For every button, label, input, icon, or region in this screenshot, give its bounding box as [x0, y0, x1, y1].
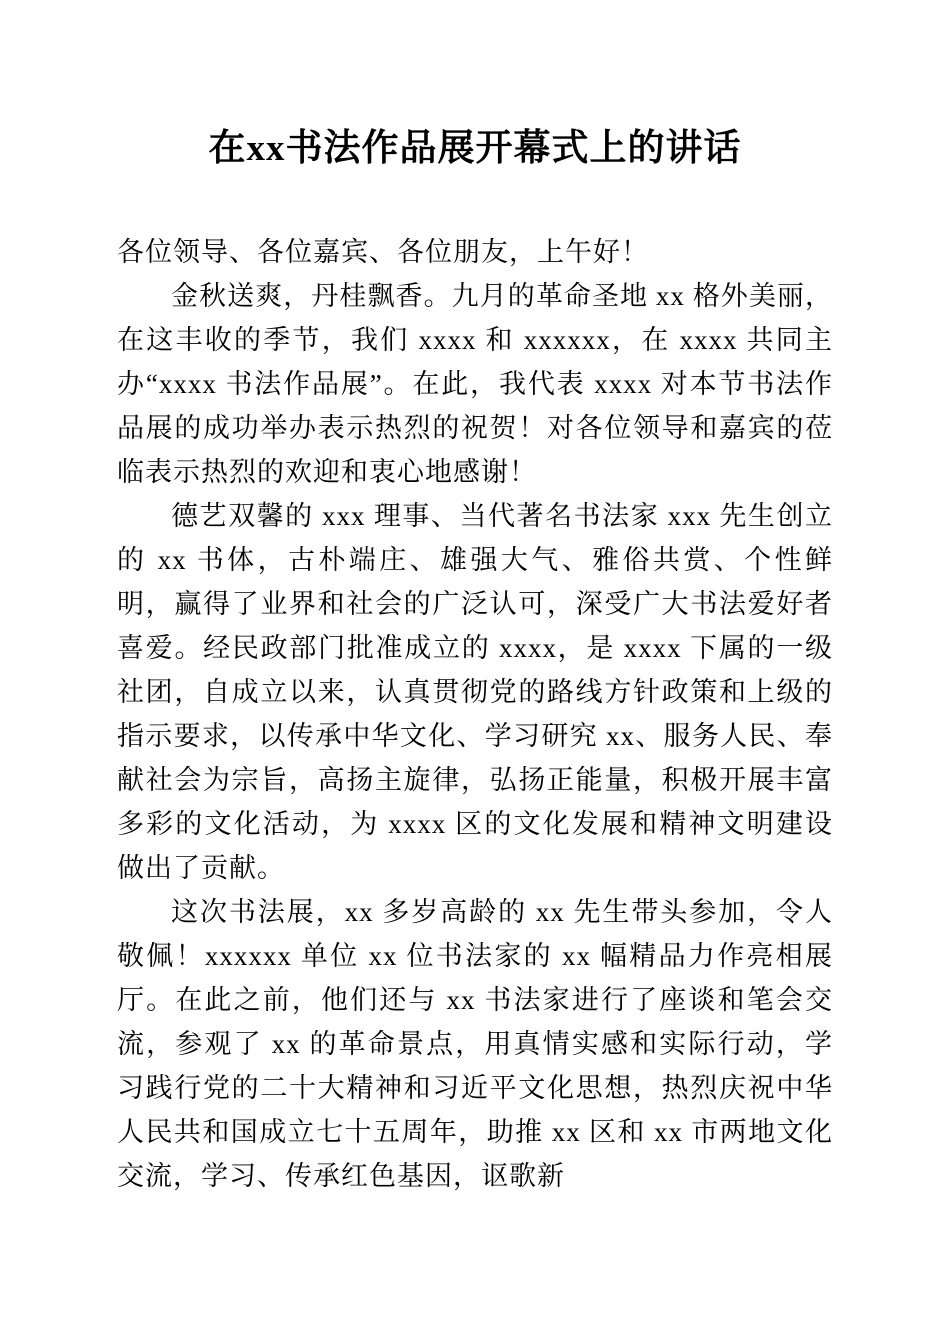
greeting-line: 各位领导、各位嘉宾、各位朋友，上午好！	[117, 237, 649, 267]
paragraph-association-intro: 德艺双馨的 xxx 理事、当代著名书法家 xxx 先生创立的 xx 书体，古朴端庄、雄强大气、雅俗共赏、个性鲜明，赢得了业界和社会的广泛认可，深受广大书法爱好者喜爱。经民政部门批准成立的 xxxx，是 xxxx 下属的一级社团，自成立以来，认真贯彻党的路线方针政策和上级的指示要求，以传承中华文化、学习研究 xx、服务人民、奉献社会为宗旨，高扬主旋律，弘扬正能量，积极开展丰富多彩的文化活动，为 xxxx 区的文化发展和精神文明建设做出了贡献。	[117, 501, 833, 883]
document-body	[117, 230, 833, 1198]
paragraph-exhibition-details: 这次书法展，xx 多岁高龄的 xx 先生带头参加，令人敬佩！xxxxxx 单位 xx 位书法家的 xx 幅精品力作亮相展厅。在此之前，他们还与 xx 书法家进行了座谈和笔会交流，参观了 xx 的革命景点，用真情实感和实际行动，学习践行党的二十大精神和习近平文化思想，热烈庆祝中华人民共和国成立七十五周年，助推 xx 区和 xx 市两地文化交流，学习、传承红色基因，讴歌新	[117, 897, 833, 1191]
document-title: 在xx书法作品展开幕式上的讲话	[208, 128, 742, 169]
paragraph-opening: 金秋送爽，丹桂飘香。九月的革命圣地 xx 格外美丽，在这丰收的季节，我们 xxxx 和 xxxxxx，在 xxxx 共同主办“xxxx 书法作品展”。在此，我代表 xxxx 对本节书法作品展的成功举办表示热烈的祝贺！对各位领导和嘉宾的莅临表示热烈的欢迎和衷心地感谢！	[117, 281, 833, 487]
